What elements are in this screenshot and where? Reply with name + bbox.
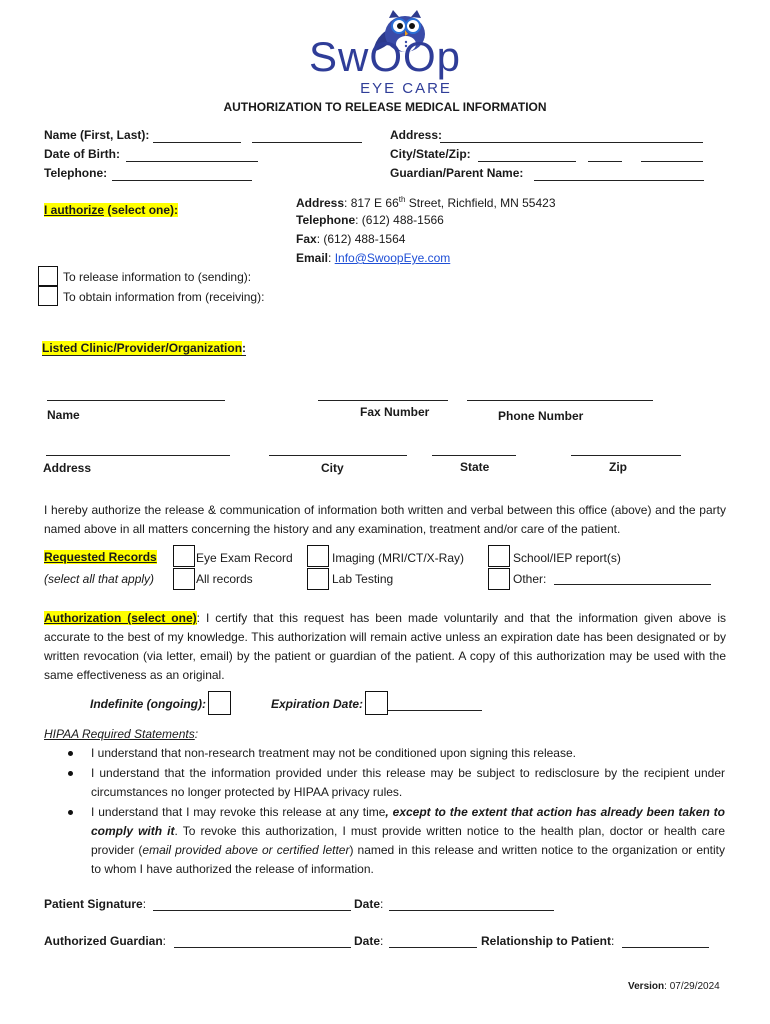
school-iep-label: School/IEP report(s) (513, 551, 621, 565)
requested-records-note: (select all that apply) (44, 572, 155, 586)
logo-brand: SwOOp (308, 33, 462, 80)
patient-name-field[interactable] (153, 142, 241, 143)
city-field[interactable] (478, 161, 576, 162)
release-label: To release information to (sending): (63, 270, 252, 284)
provider-name-field[interactable] (47, 400, 225, 401)
email-link[interactable]: Info@SwoopEye.com (334, 251, 451, 265)
other-label: Other: (513, 572, 547, 586)
patient-name-field-last[interactable] (252, 142, 362, 143)
eye-exam-checkbox[interactable] (173, 545, 195, 567)
provider-state-field[interactable] (432, 455, 516, 456)
hipaa-statement-3: I understand that I may revoke this release at any time, except to the extent that action has already been taken to comply with it. To revoke this authorization, I must provide written notice to the health plan, doctor or health care provider (email provided above or certified letter) named in this release and written notice to the organization or entity to whom I have authorized the release of information. (91, 805, 726, 876)
authorize-suffix: (select one): (104, 203, 179, 217)
imaging-label: Imaging (MRI/CT/X-Ray) (332, 551, 465, 565)
patient-signature-label: Patient Signature: (44, 897, 147, 911)
office-fax: Fax: (612) 488-1564 (296, 232, 406, 246)
city-state-zip-label: City/State/Zip: (390, 147, 471, 161)
bullet-icon (68, 803, 76, 811)
all-records-label: All records (196, 572, 253, 586)
guardian-field[interactable] (534, 180, 704, 181)
address-field[interactable] (440, 142, 703, 143)
guardian-signature-field[interactable] (174, 947, 351, 948)
office-email: Email: Info@SwoopEye.com (296, 251, 451, 265)
authorization-paragraph: Authorization (select one): I certify that this request has been made voluntarily and that the information given above is accurate to the best of my knowledge. This authorization will remain active unless an expiration date has been designated or by written revocation (via letter, email) by the patient or guardian of the patient. A copy of this authorization may be used with the same effectiveness as an original. (44, 611, 726, 682)
lab-testing-label: Lab Testing (332, 572, 394, 586)
telephone-field[interactable] (112, 180, 252, 181)
dob-field[interactable] (126, 161, 258, 162)
other-checkbox[interactable] (488, 568, 510, 590)
provider-city-field[interactable] (269, 455, 407, 456)
patient-date-field[interactable] (389, 910, 554, 911)
provider-state-label: State (460, 460, 490, 474)
indefinite-checkbox[interactable] (208, 691, 231, 715)
all-records-checkbox[interactable] (173, 568, 195, 590)
hipaa-heading: HIPAA Required Statements: (44, 727, 199, 741)
logo (300, 8, 470, 96)
authorization-statement: I hereby authorize the release & communication of information both written and verbal between this office (above) and the party named above in all matters concerning the history and any examination, treatment and/or care of the patient. (44, 503, 726, 536)
guardian-date-label: Date: (354, 934, 384, 948)
bullet-icon (68, 764, 76, 772)
guardian-signature-label: Authorized Guardian: (44, 934, 167, 948)
obtain-checkbox[interactable] (38, 286, 58, 306)
provider-fax-label: Fax Number (360, 405, 430, 419)
address-label: Address: (390, 128, 443, 142)
logo-subtitle: EYE CARE (360, 80, 452, 97)
page-title: AUTHORIZATION TO RELEASE MEDICAL INFORMATION (223, 100, 547, 114)
patient-date-label: Date: (354, 897, 384, 911)
release-checkbox[interactable] (38, 266, 58, 286)
eye-exam-label: Eye Exam Record (196, 551, 293, 565)
relationship-label: Relationship to Patient: (481, 934, 615, 948)
patient-signature-field[interactable] (153, 910, 351, 911)
provider-address-label: Address (43, 461, 92, 475)
requested-records-label: Requested Records (44, 550, 157, 564)
school-iep-checkbox[interactable] (488, 545, 510, 567)
indefinite-label: Indefinite (ongoing): (90, 697, 206, 711)
hipaa-statement-2: I understand that the information provided under this release may be subject to redisclosure by the recipient under circumstances no longer protected by HIPAA privacy rules. (91, 766, 725, 799)
office-address: Address: 817 E 66th Street, Richfield, MN 55423 (296, 195, 556, 210)
authorize-label: I authorize (44, 203, 105, 217)
version-label: Version: 07/29/2024 (628, 981, 720, 992)
patient-name-label: Name (First, Last): (44, 128, 150, 142)
guardian-date-field[interactable] (389, 947, 477, 948)
bullet-icon (68, 744, 76, 752)
authorization-label: Authorization (select one) (44, 611, 197, 625)
provider-phone-label: Phone Number (498, 409, 584, 423)
provider-zip-field[interactable] (571, 455, 681, 456)
authorize-heading (44, 203, 178, 217)
other-field[interactable] (554, 584, 711, 585)
zip-field[interactable] (641, 161, 703, 162)
listed-clinic-heading: Listed Clinic/Provider/Organization: (42, 341, 247, 355)
provider-phone-field[interactable] (467, 400, 653, 401)
provider-fax-field[interactable] (318, 400, 448, 401)
office-telephone: Telephone: (612) 488-1566 (296, 213, 444, 227)
relationship-field[interactable] (622, 947, 709, 948)
provider-address-field[interactable] (46, 455, 230, 456)
expiration-date-field[interactable] (388, 710, 482, 711)
expiration-label: Expiration Date: (271, 697, 364, 711)
provider-name-label: Name (47, 408, 80, 422)
guardian-label: Guardian/Parent Name: (390, 166, 524, 180)
lab-testing-checkbox[interactable] (307, 568, 329, 590)
expiration-checkbox[interactable] (365, 691, 388, 715)
hipaa-statement-1: I understand that non-research treatment may not be conditioned upon signing this release. (91, 746, 576, 760)
dob-label: Date of Birth: (44, 147, 120, 161)
imaging-checkbox[interactable] (307, 545, 329, 567)
state-field[interactable] (588, 161, 622, 162)
telephone-label: Telephone: (44, 166, 108, 180)
obtain-label: To obtain information from (receiving): (63, 290, 265, 304)
provider-city-label: City (321, 461, 344, 475)
provider-zip-label: Zip (609, 460, 627, 474)
